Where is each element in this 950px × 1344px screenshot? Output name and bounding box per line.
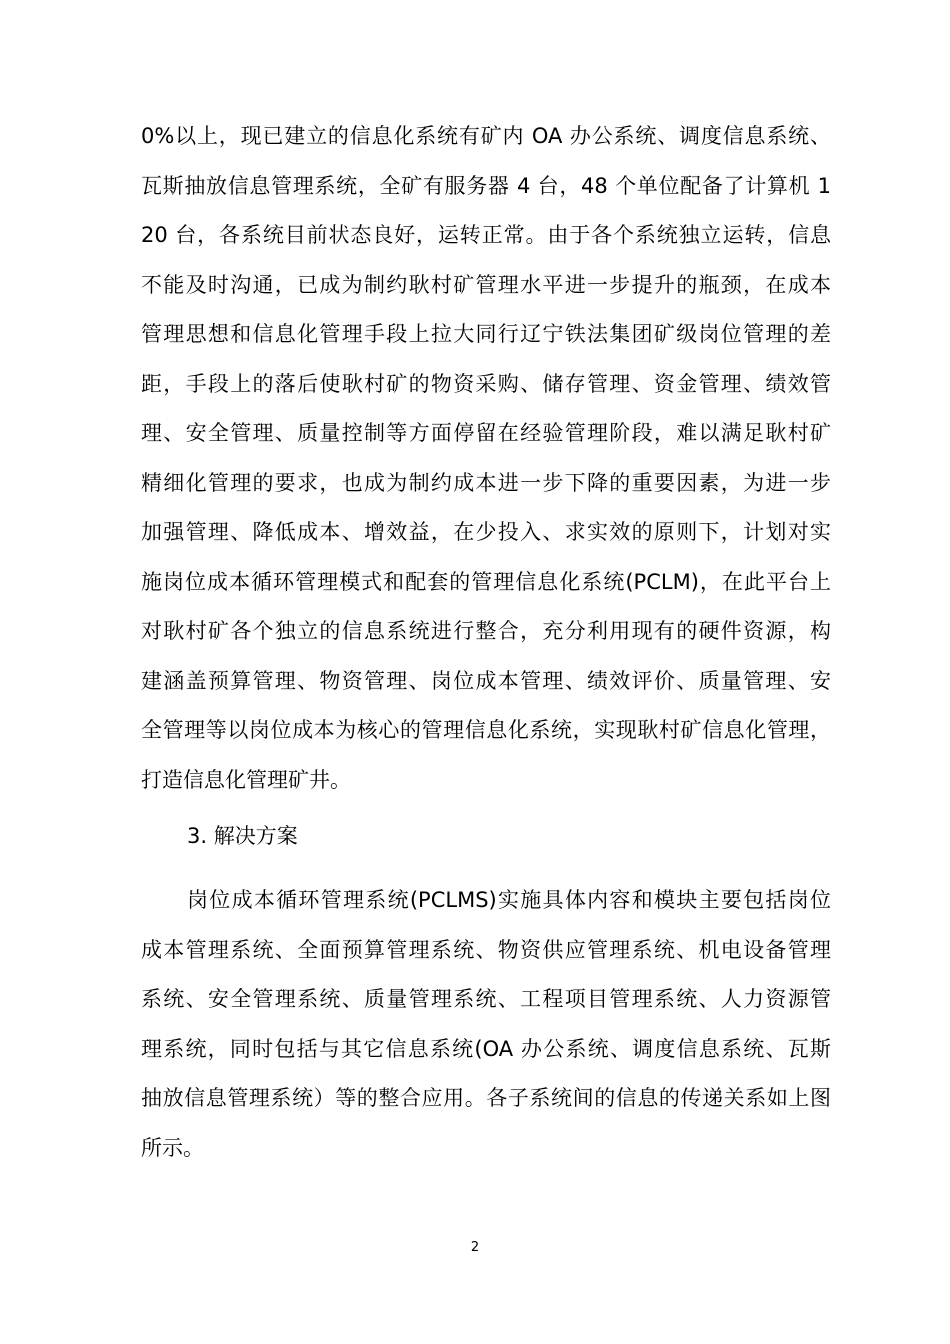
paragraph-line: 20 台，各系统目前状态良好，运转正常。由于各个系统独立运转，信息 bbox=[141, 223, 831, 247]
page-number: 2 bbox=[470, 1240, 480, 1255]
paragraph-line: 系统、安全管理系统、质量管理系统、工程项目管理系统、人力资源管 bbox=[141, 987, 831, 1011]
paragraph-line: 所示。 bbox=[141, 1135, 204, 1160]
section-heading: 3. 解决方案 bbox=[187, 824, 298, 848]
paragraph-line: 岗位成本循环管理系统(PCLMS)实施具体内容和模块主要包括岗位 bbox=[187, 888, 831, 912]
paragraph-line: 理、安全管理、质量控制等方面停留在经验管理阶段，难以满足耿村矿 bbox=[141, 421, 831, 445]
paragraph-line: 打造信息化管理矿井。 bbox=[141, 767, 351, 792]
paragraph-line: 加强管理、降低成本、增效益，在少投入、求实效的原则下，计划对实 bbox=[141, 520, 831, 544]
paragraph-line: 对耿村矿各个独立的信息系统进行整合，充分利用现有的硬件资源，构 bbox=[141, 619, 831, 643]
paragraph-line: 管理思想和信息化管理手段上拉大同行辽宁铁法集团矿级岗位管理的差 bbox=[141, 322, 831, 346]
paragraph-line: 抽放信息管理系统）等的整合应用。各子系统间的信息的传递关系如上图 bbox=[141, 1086, 831, 1110]
paragraph-line: 精细化管理的要求，也成为制约成本进一步下降的重要因素，为进一步 bbox=[141, 470, 831, 495]
paragraph-line: 成本管理系统、全面预算管理系统、物资供应管理系统、机电设备管理 bbox=[141, 937, 831, 962]
paragraph-line: 施岗位成本循环管理模式和配套的管理信息化系统(PCLM)，在此平台上 bbox=[141, 569, 831, 594]
paragraph-line: 建涵盖预算管理、物资管理、岗位成本管理、绩效评价、质量管理、安 bbox=[141, 668, 831, 693]
paragraph-line: 距，手段上的落后使耿村矿的物资采购、储存管理、资金管理、绩效管 bbox=[141, 371, 831, 396]
paragraph-line: 全管理等以岗位成本为核心的管理信息化系统，实现耿村矿信息化管理， bbox=[141, 718, 831, 742]
body-paragraph-1 bbox=[141, 112, 831, 805]
paragraph-line: 0%以上，现已建立的信息化系统有矿内 OA 办公系统、调度信息系统、 bbox=[141, 124, 831, 148]
paragraph-line: 瓦斯抽放信息管理系统，全矿有服务器 4 台，48 个单位配备了计算机 1 bbox=[141, 173, 831, 198]
body-paragraph-2 bbox=[141, 876, 831, 1173]
paragraph-line: 理系统，同时包括与其它信息系统(OA 办公系统、调度信息系统、瓦斯 bbox=[141, 1036, 831, 1061]
paragraph-line: 不能及时沟通，已成为制约耿村矿管理水平进一步提升的瓶颈，在成本 bbox=[141, 272, 831, 297]
